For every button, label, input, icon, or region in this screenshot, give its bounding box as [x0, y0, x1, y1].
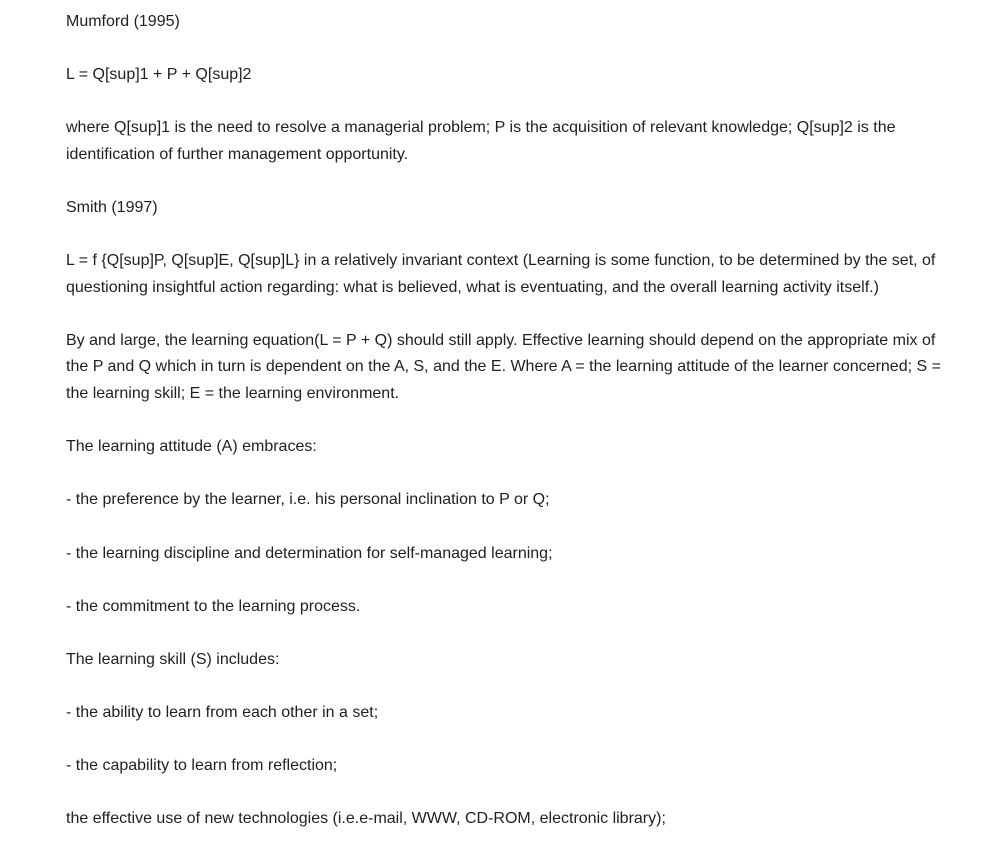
article-body — [66, 9, 946, 860]
equation-mumford: L = Q[sup]1 + P + Q[sup]2 — [66, 66, 252, 84]
skill-item: - the capability to learn from reflection; — [66, 757, 338, 775]
attitude-item: - the commitment to the learning process. — [66, 597, 361, 615]
attitude-heading: The learning attitude (A) embraces: — [66, 438, 317, 456]
learning-equation-paragraph: By and large, the learning equation(L = P + Q) should still apply. Effective learning should depend on the appropriate mix of the P and Q which in turn is dependent on the A, S, and the E. Where A = the learning attitude of the learner concerned; S = the learning skill; E = the learning environment. — [66, 331, 941, 402]
attitude-item: - the learning discipline and determination for self-managed learning; — [66, 544, 553, 562]
skill-item: - the ability to learn from each other in a set; — [66, 704, 379, 722]
equation-smith: L = f {Q[sup]P, Q[sup]E, Q[sup]L} in a relatively invariant context (Learning is some function, to be determined by the set, of questioning insightful action regarding: what is believed, what is eventuating, and the overall learning activity itself.) — [66, 252, 936, 296]
citation-smith: Smith (1997) — [66, 199, 158, 217]
attitude-item: - the preference by the learner, i.e. his personal inclination to P or Q; — [66, 491, 550, 509]
skill-item: the effective use of new technologies (i.e.e-mail, WWW, CD-ROM, electronic library); — [66, 810, 666, 828]
equation-definition-mumford: where Q[sup]1 is the need to resolve a managerial problem; P is the acquisition of relevant knowledge; Q[sup]2 is the identification of further management opportunity. — [66, 119, 896, 163]
skill-heading: The learning skill (S) includes: — [66, 650, 280, 668]
citation-mumford: Mumford (1995) — [66, 13, 180, 30]
